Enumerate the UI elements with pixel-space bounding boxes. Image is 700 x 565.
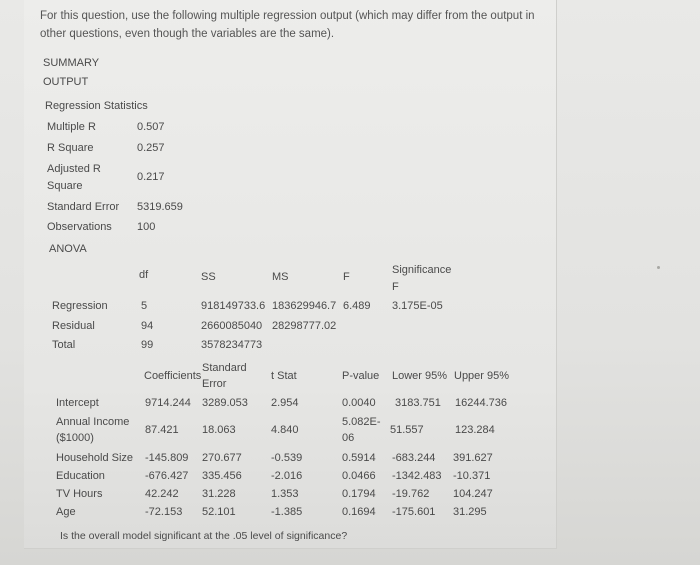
coef-t: 1.353 [271,488,299,500]
stat-value: 100 [137,221,156,233]
coef-se: 335.456 [202,470,242,482]
coef-header-coefficients: Coefficients [144,370,202,382]
coef-se: 3289.053 [202,397,248,409]
stat-value: 0.257 [137,142,165,154]
coef-value: 9714.244 [145,397,191,409]
anova-ss: 918149733.6 [201,300,266,312]
coef-upper95: 391.627 [453,452,493,464]
stat-label: Observations [47,221,112,233]
coef-row-label-cont: ($1000) [56,432,94,444]
coef-lower95: -19.762 [392,488,430,500]
anova-ss: 2660085040 [201,320,263,332]
anova-row-label: Total [52,339,76,351]
intro-line-2: other questions, even though the variables are the same). [40,28,335,40]
stat-label: Multiple R [47,121,96,133]
coef-se: 31.228 [202,488,236,500]
anova-f: 6.489 [343,300,371,312]
coef-t: 4.840 [271,424,299,436]
coef-header-standard: Standard [202,362,247,374]
coef-header-upper95: Upper 95% [454,370,510,382]
stat-value: 5319.659 [137,201,183,213]
coef-lower95: -683.244 [392,452,436,464]
coef-value: -72.153 [145,506,183,518]
coef-upper95: 123.284 [455,424,495,436]
stat-label-cont: Square [47,180,83,192]
coef-header-tstat: t Stat [271,370,297,382]
anova-header-df: df [139,269,149,281]
anova-header-ms: MS [272,271,289,283]
anova-df: 99 [141,339,154,351]
output-label: OUTPUT [43,76,89,88]
coef-lower95: -175.601 [392,506,436,518]
coef-p: 5.082E- [342,416,381,428]
coef-header-lower95: Lower 95% [392,370,448,382]
anova-row-label: Residual [52,320,95,332]
stat-value: 0.217 [137,171,165,183]
coef-se: 52.101 [202,506,236,518]
stat-value: 0.507 [137,121,165,133]
summary-label: SUMMARY [43,57,100,69]
anova-header-ss: SS [201,271,216,283]
coef-t: 2.954 [271,397,299,409]
coef-header-pvalue: P-value [342,370,380,382]
stat-label: R Square [47,142,94,154]
coef-value: -676.427 [145,470,189,482]
coef-row-label: Intercept [56,397,99,409]
anova-heading: ANOVA [49,243,87,255]
question-panel [24,0,557,549]
coef-value: -145.809 [145,452,189,464]
coef-lower95: 51.557 [390,424,424,436]
anova-significance: 3.175E-05 [392,300,443,312]
question-text: Is the overall model significant at the .05 level of significance? [60,530,348,542]
stat-label: Adjusted R [47,163,101,175]
coef-row-label: Age [56,506,76,518]
stat-label: Standard Error [47,201,120,213]
coef-p-cont: 06 [342,432,355,444]
anova-df: 5 [141,300,148,312]
coef-row-label: Annual Income [56,416,130,428]
coef-value: 42.242 [145,488,179,500]
coef-p: 0.0040 [342,397,376,409]
coef-t: -2.016 [271,470,303,482]
coef-t: -1.385 [271,506,303,518]
coef-row-label: Education [56,470,105,482]
coef-value: 87.421 [145,424,179,436]
coef-upper95: 31.295 [453,506,487,518]
coef-p: 0.0466 [342,470,376,482]
anova-row-label: Regression [52,300,108,312]
anova-header-significance: Significance [392,264,452,276]
coef-upper95: 16244.736 [455,397,507,409]
coef-p: 0.1794 [342,488,376,500]
coef-lower95: 3183.751 [395,397,441,409]
anova-df: 94 [141,320,154,332]
anova-header-significance-f: F [392,281,399,293]
coef-p: 0.5914 [342,452,376,464]
coef-t: -0.539 [271,452,303,464]
coef-se: 270.677 [202,452,242,464]
anova-ms: 28298777.02 [272,320,337,332]
anova-header-f: F [343,271,350,283]
speck [657,266,660,269]
coef-header-error: Error [202,378,227,390]
coef-upper95: -10.371 [453,470,491,482]
intro-line-1: For this question, use the following multiple regression output (which may differ from the output in [40,10,535,22]
regression-statistics-heading: Regression Statistics [45,100,148,112]
coef-se: 18.063 [202,424,236,436]
coef-row-label: TV Hours [56,488,103,500]
coef-lower95: -1342.483 [392,470,442,482]
coef-p: 0.1694 [342,506,376,518]
coef-upper95: 104.247 [453,488,493,500]
anova-ss: 3578234773 [201,339,263,351]
anova-ms: 183629946.7 [272,300,337,312]
coef-row-label: Household Size [56,452,134,464]
